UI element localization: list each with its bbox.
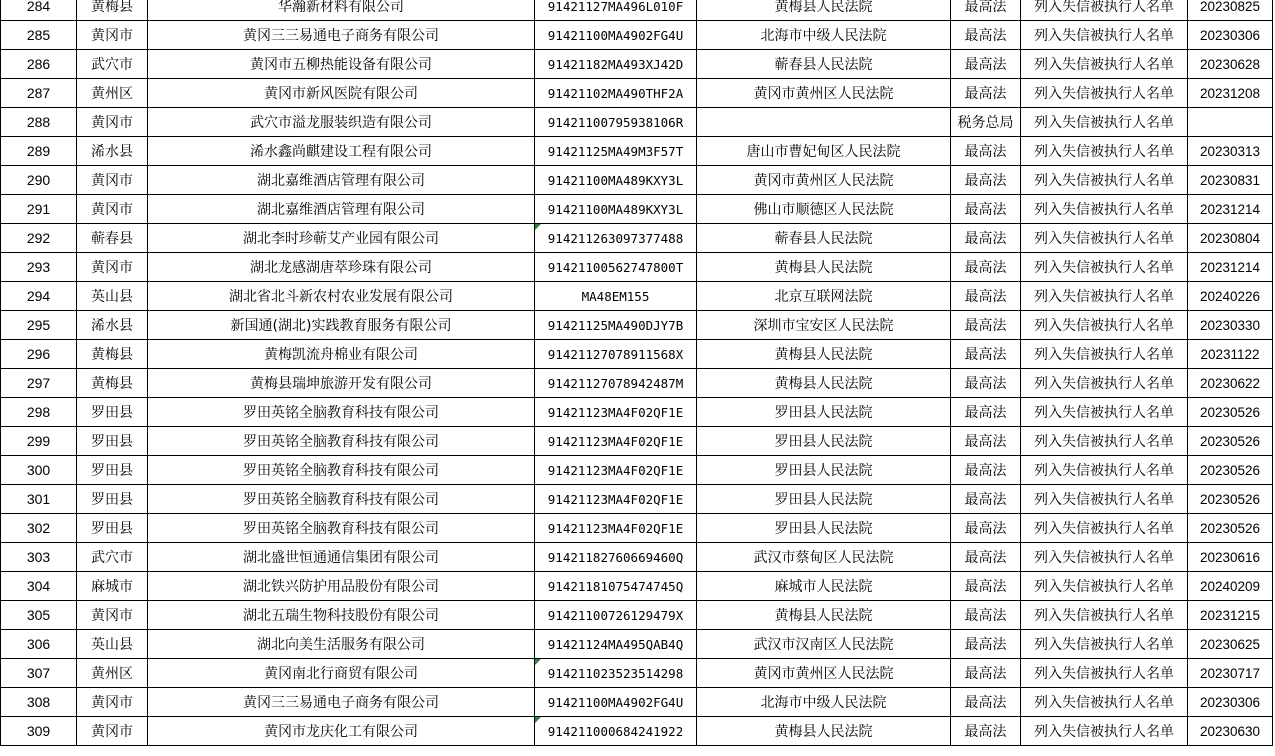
company-name-cell[interactable]: 罗田英铭全脑教育科技有限公司 (148, 398, 535, 427)
status-cell[interactable]: 列入失信被执行人名单 (1021, 311, 1188, 340)
credit-code-cell[interactable]: 91421182MA493XJ42D (535, 50, 697, 79)
credit-code-cell[interactable]: 91421100MA489KXY3L (535, 166, 697, 195)
credit-code-cell[interactable]: 91421124MA495QAB4Q (535, 630, 697, 659)
status-cell[interactable]: 列入失信被执行人名单 (1021, 427, 1188, 456)
table-row (1, 514, 1273, 543)
table-row (1, 398, 1273, 427)
date-cell[interactable] (1188, 108, 1273, 137)
company-name-cell[interactable]: 罗田英铭全脑教育科技有限公司 (148, 485, 535, 514)
status-cell[interactable]: 列入失信被执行人名单 (1021, 601, 1188, 630)
source-cell[interactable]: 最高法 (951, 630, 1021, 659)
row-number-cell[interactable]: 295 (1, 311, 77, 340)
row-number-cell[interactable]: 284 (1, 0, 77, 21)
status-cell[interactable]: 列入失信被执行人名单 (1021, 485, 1188, 514)
row-number-cell[interactable]: 302 (1, 514, 77, 543)
table-row (1, 340, 1273, 369)
court-cell[interactable]: 北京互联网法院 (697, 282, 951, 311)
credit-code-cell[interactable]: 91421100562747800T (535, 253, 697, 282)
row-number-cell[interactable]: 286 (1, 50, 77, 79)
row-number-cell[interactable]: 304 (1, 572, 77, 601)
source-cell[interactable]: 最高法 (951, 601, 1021, 630)
status-cell[interactable]: 列入失信被执行人名单 (1021, 137, 1188, 166)
company-name-cell[interactable]: 湖北五瑞生物科技股份有限公司 (148, 601, 535, 630)
company-name-cell[interactable]: 罗田英铭全脑教育科技有限公司 (148, 427, 535, 456)
status-cell[interactable]: 列入失信被执行人名单 (1021, 688, 1188, 717)
court-cell[interactable]: 黄冈市黄州区人民法院 (697, 79, 951, 108)
source-cell[interactable]: 最高法 (951, 485, 1021, 514)
source-cell[interactable]: 最高法 (951, 79, 1021, 108)
company-name-cell[interactable]: 罗田英铭全脑教育科技有限公司 (148, 514, 535, 543)
credit-code-cell[interactable]: 91421102MA490THF2A (535, 79, 697, 108)
credit-code-cell[interactable] (535, 659, 697, 688)
table-body (1, 0, 1273, 746)
region-cell[interactable]: 武穴市 (77, 50, 148, 79)
date-cell[interactable]: 20230306 (1188, 688, 1273, 717)
source-cell[interactable]: 最高法 (951, 369, 1021, 398)
status-cell[interactable]: 列入失信被执行人名单 (1021, 166, 1188, 195)
row-number-cell[interactable]: 292 (1, 224, 77, 253)
status-cell[interactable]: 列入失信被执行人名单 (1021, 21, 1188, 50)
source-cell[interactable]: 最高法 (951, 427, 1021, 456)
company-name-cell[interactable]: 湖北李时珍蕲艾产业园有限公司 (148, 224, 535, 253)
source-cell[interactable]: 最高法 (951, 195, 1021, 224)
date-cell[interactable]: 20230831 (1188, 166, 1273, 195)
company-name-cell[interactable]: 罗田英铭全脑教育科技有限公司 (148, 456, 535, 485)
court-cell[interactable]: 黄梅县人民法院 (697, 601, 951, 630)
row-number-cell[interactable]: 308 (1, 688, 77, 717)
row-number-cell[interactable]: 301 (1, 485, 77, 514)
court-cell[interactable]: 罗田县人民法院 (697, 514, 951, 543)
source-cell[interactable]: 最高法 (951, 572, 1021, 601)
company-name-cell[interactable]: 湖北龙感湖唐萃珍珠有限公司 (148, 253, 535, 282)
credit-code-cell[interactable]: 91421100726129479X (535, 601, 697, 630)
credit-code-cell[interactable]: 91421127078942487M (535, 369, 697, 398)
date-cell[interactable]: 20230526 (1188, 427, 1273, 456)
court-cell[interactable]: 深圳市宝安区人民法院 (697, 311, 951, 340)
status-cell[interactable]: 列入失信被执行人名单 (1021, 369, 1188, 398)
region-cell[interactable]: 黄冈市 (77, 166, 148, 195)
region-cell[interactable]: 黄冈市 (77, 601, 148, 630)
date-cell[interactable]: 20230616 (1188, 543, 1273, 572)
company-name-cell[interactable]: 湖北盛世恒通通信集团有限公司 (148, 543, 535, 572)
table-row (1, 108, 1273, 137)
company-name-cell[interactable]: 黄梅凯流舟棉业有限公司 (148, 340, 535, 369)
row-number-cell[interactable]: 287 (1, 79, 77, 108)
court-cell[interactable]: 罗田县人民法院 (697, 456, 951, 485)
status-cell[interactable]: 列入失信被执行人名单 (1021, 340, 1188, 369)
credit-code-cell[interactable]: 91421100MA4902FG4U (535, 21, 697, 50)
credit-code-text: 914211000684241922 (547, 723, 684, 739)
region-cell[interactable]: 罗田县 (77, 398, 148, 427)
credit-code-cell[interactable]: 91421125MA490DJY7B (535, 311, 697, 340)
region-cell[interactable]: 麻城市 (77, 572, 148, 601)
region-cell[interactable]: 英山县 (77, 630, 148, 659)
court-cell[interactable]: 蕲春县人民法院 (697, 50, 951, 79)
credit-code-cell[interactable]: 91421182760669460Q (535, 543, 697, 572)
source-cell[interactable]: 最高法 (951, 0, 1021, 21)
source-cell[interactable]: 最高法 (951, 543, 1021, 572)
row-number-cell[interactable]: 307 (1, 659, 77, 688)
company-name-cell[interactable]: 黄冈南北行商贸有限公司 (148, 659, 535, 688)
region-cell[interactable]: 浠水县 (77, 311, 148, 340)
status-cell[interactable]: 列入失信被执行人名单 (1021, 282, 1188, 311)
company-name-cell[interactable]: 湖北嘉维酒店管理有限公司 (148, 166, 535, 195)
table-row (1, 50, 1273, 79)
source-cell[interactable]: 最高法 (951, 456, 1021, 485)
table-row (1, 369, 1273, 398)
table-row (1, 79, 1273, 108)
row-number-cell[interactable]: 289 (1, 137, 77, 166)
source-cell[interactable]: 最高法 (951, 21, 1021, 50)
table-row (1, 253, 1273, 282)
table-row (1, 166, 1273, 195)
company-name-cell[interactable]: 湖北省北斗新农村农业发展有限公司 (148, 282, 535, 311)
credit-code-cell[interactable]: 91421125MA49M3F57T (535, 137, 697, 166)
table-row (1, 0, 1273, 21)
company-name-cell[interactable]: 武穴市溢龙服装织造有限公司 (148, 108, 535, 137)
company-name-cell[interactable]: 黄梅县瑞坤旅游开发有限公司 (148, 369, 535, 398)
court-cell[interactable]: 唐山市曹妃甸区人民法院 (697, 137, 951, 166)
credit-code-text: 914211263097377488 (547, 230, 684, 246)
table-row (1, 427, 1273, 456)
region-cell[interactable]: 黄梅县 (77, 340, 148, 369)
source-cell[interactable]: 最高法 (951, 137, 1021, 166)
court-cell[interactable]: 武汉市蔡甸区人民法院 (697, 543, 951, 572)
source-cell[interactable]: 税务总局 (951, 108, 1021, 137)
credit-code-cell[interactable]: 91421127078911568X (535, 340, 697, 369)
court-cell[interactable]: 黄梅县人民法院 (697, 369, 951, 398)
court-cell[interactable]: 罗田县人民法院 (697, 485, 951, 514)
source-cell[interactable]: 最高法 (951, 340, 1021, 369)
row-number-cell[interactable]: 285 (1, 21, 77, 50)
source-cell[interactable]: 最高法 (951, 659, 1021, 688)
company-name-cell[interactable]: 新国通(湖北)实践教育服务有限公司 (148, 311, 535, 340)
credit-code-cell[interactable]: 91421100MA4902FG4U (535, 688, 697, 717)
credit-code-cell[interactable]: 91421127MA496L010F (535, 0, 697, 21)
table-row (1, 282, 1273, 311)
date-cell[interactable]: 20231208 (1188, 79, 1273, 108)
court-cell[interactable]: 黄冈市黄州区人民法院 (697, 659, 951, 688)
source-cell[interactable]: 最高法 (951, 514, 1021, 543)
court-cell[interactable]: 黄梅县人民法院 (697, 717, 951, 746)
company-name-cell[interactable]: 浠水鑫尚麒建设工程有限公司 (148, 137, 535, 166)
credit-code-cell[interactable]: 91421123MA4F02QF1E (535, 485, 697, 514)
row-number-cell[interactable]: 288 (1, 108, 77, 137)
status-cell[interactable]: 列入失信被执行人名单 (1021, 717, 1188, 746)
table-row (1, 195, 1273, 224)
row-number-cell[interactable]: 296 (1, 340, 77, 369)
row-number-cell[interactable]: 297 (1, 369, 77, 398)
table-row (1, 572, 1273, 601)
table-row (1, 21, 1273, 50)
table-row (1, 137, 1273, 166)
region-cell[interactable]: 英山县 (77, 282, 148, 311)
region-cell[interactable]: 黄冈市 (77, 195, 148, 224)
date-cell[interactable]: 20230717 (1188, 659, 1273, 688)
source-cell[interactable]: 最高法 (951, 688, 1021, 717)
region-cell[interactable]: 罗田县 (77, 485, 148, 514)
status-cell[interactable]: 列入失信被执行人名单 (1021, 79, 1188, 108)
row-number-cell[interactable]: 298 (1, 398, 77, 427)
court-cell[interactable]: 蕲春县人民法院 (697, 224, 951, 253)
region-cell[interactable]: 浠水县 (77, 137, 148, 166)
region-cell[interactable]: 蕲春县 (77, 224, 148, 253)
source-cell[interactable]: 最高法 (951, 398, 1021, 427)
credit-code-cell[interactable] (535, 224, 697, 253)
status-cell[interactable]: 列入失信被执行人名单 (1021, 195, 1188, 224)
table-row (1, 688, 1273, 717)
number-stored-as-text-indicator-icon (535, 717, 541, 723)
region-cell[interactable]: 罗田县 (77, 427, 148, 456)
court-cell[interactable]: 北海市中级人民法院 (697, 21, 951, 50)
company-name-cell[interactable]: 黄冈市五柳热能设备有限公司 (148, 50, 535, 79)
credit-code-cell[interactable]: 91421100795938106R (535, 108, 697, 137)
source-cell[interactable]: 最高法 (951, 717, 1021, 746)
date-cell[interactable]: 20231122 (1188, 340, 1273, 369)
credit-code-cell[interactable]: 91421181075474745Q (535, 572, 697, 601)
date-cell[interactable]: 20230526 (1188, 456, 1273, 485)
region-cell[interactable]: 武穴市 (77, 543, 148, 572)
company-name-cell[interactable]: 华瀚新材料有限公司 (148, 0, 535, 21)
date-cell[interactable]: 20230306 (1188, 21, 1273, 50)
court-cell[interactable]: 罗田县人民法院 (697, 427, 951, 456)
date-cell[interactable]: 20230628 (1188, 50, 1273, 79)
status-cell[interactable]: 列入失信被执行人名单 (1021, 224, 1188, 253)
row-number-cell[interactable]: 294 (1, 282, 77, 311)
credit-code-cell[interactable]: 91421100MA489KXY3L (535, 195, 697, 224)
region-cell[interactable]: 黄州区 (77, 79, 148, 108)
row-number-cell[interactable]: 300 (1, 456, 77, 485)
region-cell[interactable]: 黄梅县 (77, 369, 148, 398)
row-number-cell[interactable]: 306 (1, 630, 77, 659)
status-cell[interactable]: 列入失信被执行人名单 (1021, 398, 1188, 427)
date-cell[interactable]: 20230526 (1188, 485, 1273, 514)
status-cell[interactable]: 列入失信被执行人名单 (1021, 50, 1188, 79)
date-cell[interactable]: 20231214 (1188, 195, 1273, 224)
credit-code-cell[interactable] (535, 717, 697, 746)
credit-code-cell[interactable]: 91421123MA4F02QF1E (535, 427, 697, 456)
date-cell[interactable]: 20231214 (1188, 253, 1273, 282)
table-row (1, 601, 1273, 630)
date-cell[interactable]: 20231215 (1188, 601, 1273, 630)
row-number-cell[interactable]: 291 (1, 195, 77, 224)
date-cell[interactable]: 20230526 (1188, 514, 1273, 543)
status-cell[interactable]: 列入失信被执行人名单 (1021, 572, 1188, 601)
row-number-cell[interactable]: 299 (1, 427, 77, 456)
status-cell[interactable]: 列入失信被执行人名单 (1021, 253, 1188, 282)
region-cell[interactable]: 罗田县 (77, 514, 148, 543)
status-cell[interactable]: 列入失信被执行人名单 (1021, 514, 1188, 543)
table-row (1, 543, 1273, 572)
court-cell[interactable]: 罗田县人民法院 (697, 398, 951, 427)
table-row (1, 630, 1273, 659)
source-cell[interactable]: 最高法 (951, 166, 1021, 195)
company-name-cell[interactable]: 湖北铁兴防护用品股份有限公司 (148, 572, 535, 601)
date-cell[interactable]: 20230313 (1188, 137, 1273, 166)
court-cell[interactable]: 黄梅县人民法院 (697, 340, 951, 369)
region-cell[interactable]: 黄冈市 (77, 717, 148, 746)
region-cell[interactable]: 黄梅县 (77, 0, 148, 21)
status-cell[interactable]: 列入失信被执行人名单 (1021, 543, 1188, 572)
table-row (1, 224, 1273, 253)
source-cell[interactable]: 最高法 (951, 224, 1021, 253)
court-cell[interactable]: 北海市中级人民法院 (697, 688, 951, 717)
row-number-cell[interactable]: 309 (1, 717, 77, 746)
region-cell[interactable]: 黄冈市 (77, 253, 148, 282)
date-cell[interactable]: 20230625 (1188, 630, 1273, 659)
company-name-cell[interactable]: 黄冈市龙庆化工有限公司 (148, 717, 535, 746)
number-stored-as-text-indicator-icon (535, 659, 541, 665)
court-cell[interactable]: 武汉市汉南区人民法院 (697, 630, 951, 659)
court-cell[interactable]: 麻城市人民法院 (697, 572, 951, 601)
status-cell[interactable]: 列入失信被执行人名单 (1021, 456, 1188, 485)
region-cell[interactable]: 黄冈市 (77, 688, 148, 717)
status-cell[interactable]: 列入失信被执行人名单 (1021, 108, 1188, 137)
court-cell[interactable]: 黄梅县人民法院 (697, 253, 951, 282)
source-cell[interactable]: 最高法 (951, 311, 1021, 340)
date-cell[interactable]: 20230804 (1188, 224, 1273, 253)
status-cell[interactable]: 列入失信被执行人名单 (1021, 659, 1188, 688)
status-cell[interactable]: 列入失信被执行人名单 (1021, 0, 1188, 21)
date-cell[interactable]: 20240226 (1188, 282, 1273, 311)
region-cell[interactable]: 罗田县 (77, 456, 148, 485)
date-cell[interactable]: 20230526 (1188, 398, 1273, 427)
row-number-cell[interactable]: 305 (1, 601, 77, 630)
region-cell[interactable]: 黄冈市 (77, 21, 148, 50)
company-name-cell[interactable]: 黄冈市新风医院有限公司 (148, 79, 535, 108)
company-name-cell[interactable]: 黄冈三三易通电子商务有限公司 (148, 21, 535, 50)
row-number-cell[interactable]: 293 (1, 253, 77, 282)
company-name-cell[interactable]: 湖北向美生活服务有限公司 (148, 630, 535, 659)
credit-code-cell[interactable]: 91421123MA4F02QF1E (535, 456, 697, 485)
region-cell[interactable]: 黄州区 (77, 659, 148, 688)
company-name-cell[interactable]: 湖北嘉维酒店管理有限公司 (148, 195, 535, 224)
court-cell[interactable]: 黄梅县人民法院 (697, 0, 951, 21)
source-cell[interactable]: 最高法 (951, 253, 1021, 282)
credit-code-cell[interactable]: MA48EM155 (535, 282, 697, 311)
company-name-cell[interactable]: 黄冈三三易通电子商务有限公司 (148, 688, 535, 717)
court-cell[interactable] (697, 108, 951, 137)
credit-code-cell[interactable]: 91421123MA4F02QF1E (535, 514, 697, 543)
table-row (1, 717, 1273, 746)
source-cell[interactable]: 最高法 (951, 50, 1021, 79)
court-cell[interactable]: 黄冈市黄州区人民法院 (697, 166, 951, 195)
table-row (1, 485, 1273, 514)
table-row (1, 659, 1273, 688)
table-row (1, 456, 1273, 485)
credit-code-cell[interactable]: 91421123MA4F02QF1E (535, 398, 697, 427)
date-cell[interactable]: 20230330 (1188, 311, 1273, 340)
status-cell[interactable]: 列入失信被执行人名单 (1021, 630, 1188, 659)
date-cell[interactable]: 20230622 (1188, 369, 1273, 398)
row-number-cell[interactable]: 303 (1, 543, 77, 572)
region-cell[interactable]: 黄冈市 (77, 108, 148, 137)
date-cell[interactable]: 20240209 (1188, 572, 1273, 601)
credit-code-text: 914211023523514298 (547, 665, 684, 681)
date-cell[interactable]: 20230630 (1188, 717, 1273, 746)
row-number-cell[interactable]: 290 (1, 166, 77, 195)
court-cell[interactable]: 佛山市顺德区人民法院 (697, 195, 951, 224)
number-stored-as-text-indicator-icon (535, 224, 541, 230)
date-cell[interactable]: 20230825 (1188, 0, 1273, 21)
source-cell[interactable]: 最高法 (951, 282, 1021, 311)
table-row (1, 311, 1273, 340)
